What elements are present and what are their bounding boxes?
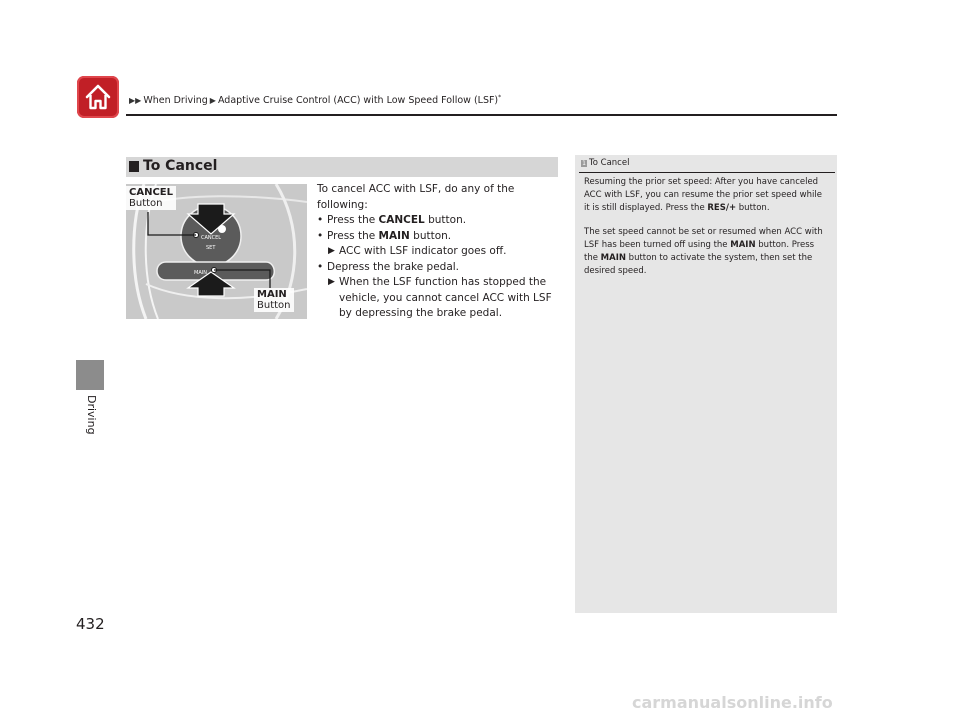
side-note-title: To Cancel [589, 158, 630, 168]
bullet1-tail: button. [424, 214, 467, 226]
bullet3-result: When the LSF function has stopped the vehicle, you cannot cancel ACC with LSF by depressing the brake pedal. [339, 276, 552, 319]
section-heading-bar [126, 157, 558, 177]
breadcrumb [129, 94, 501, 106]
list-item [317, 260, 557, 276]
list-item-result [317, 244, 557, 260]
intro-text: To cancel ACC with LSF, do any of the following: [317, 183, 515, 211]
bullet1-bold: CANCEL [378, 214, 425, 226]
result-arrow-icon: ▶ [328, 246, 335, 256]
list-item [317, 213, 557, 229]
bullet2-tail: button. [409, 229, 452, 242]
section-marker-icon [129, 161, 139, 172]
breadcrumb-item-when-driving[interactable]: When Driving [143, 95, 208, 107]
breadcrumb-asterisk: * [498, 94, 502, 101]
section-title: To Cancel [143, 158, 218, 174]
note-tag-icon: 1 [582, 160, 586, 167]
switch-main-text: MAIN [194, 270, 207, 276]
note-p2-bold: MAIN [730, 240, 756, 250]
cancel-callout-line2: Button [129, 198, 163, 209]
note-p2-text: The set speed cannot be set or resumed when ACC with LSF has been turned off using the [584, 227, 823, 250]
note-p1-bold: RES/+ [707, 203, 737, 213]
bullet2-text: Press the [327, 229, 379, 242]
cancel-button-callout [126, 186, 176, 210]
header-rule [126, 114, 837, 116]
result-arrow-icon: ▶ [328, 277, 335, 287]
side-note-rule [579, 172, 835, 173]
breadcrumb-arrow-icon: ▶▶ [129, 96, 142, 106]
switch-cancel-text: CANCEL [201, 235, 222, 241]
section-tab-marker [76, 360, 104, 390]
watermark: carmanualsonline.info [632, 693, 833, 712]
breadcrumb-item-acc[interactable]: Adaptive Cruise Control (ACC) with Low Speed Follow (LSF) [217, 95, 499, 107]
main-button-callout [254, 288, 294, 312]
steering-switch-illustration [126, 184, 307, 319]
main-callout-line1: MAIN [257, 289, 287, 300]
breadcrumb-separator-icon: ▶ [209, 96, 216, 106]
side-note-header [581, 158, 629, 168]
note-p1-tail: button. [736, 203, 770, 213]
note-paragraph-1 [584, 176, 830, 215]
side-note-body [584, 176, 830, 289]
bullet1-text: Press the [327, 214, 379, 226]
note-paragraph-2 [584, 226, 830, 278]
sidebar-section-label: Driving [85, 395, 98, 435]
main-callout-line2: Button [257, 300, 291, 311]
note-p2-tail: button to activate the system, then set the desired speed. [584, 253, 813, 276]
home-icon [84, 83, 112, 111]
note-p2-mid: button. Press the [584, 240, 815, 263]
switch-set-text: SET [206, 245, 216, 251]
note-p2-bold2: MAIN [600, 253, 626, 263]
cancel-callout-line1: CANCEL [129, 187, 173, 198]
bullet2-result: ACC with LSF indicator goes off. [339, 245, 507, 257]
home-button[interactable] [77, 76, 119, 118]
instructions [317, 182, 557, 322]
page-number: 432 [76, 615, 105, 633]
list-item [317, 229, 557, 245]
note-p1-text: Resuming the prior set speed: After you have canceled ACC with LSF, you can resume the prior set speed while it is still displayed. Press the [584, 177, 822, 213]
bullet2-bold: MAIN [378, 229, 410, 242]
list-item-result [317, 275, 557, 322]
side-note-box [575, 155, 837, 613]
bullet3-text: Depress the brake pedal. [327, 260, 460, 273]
